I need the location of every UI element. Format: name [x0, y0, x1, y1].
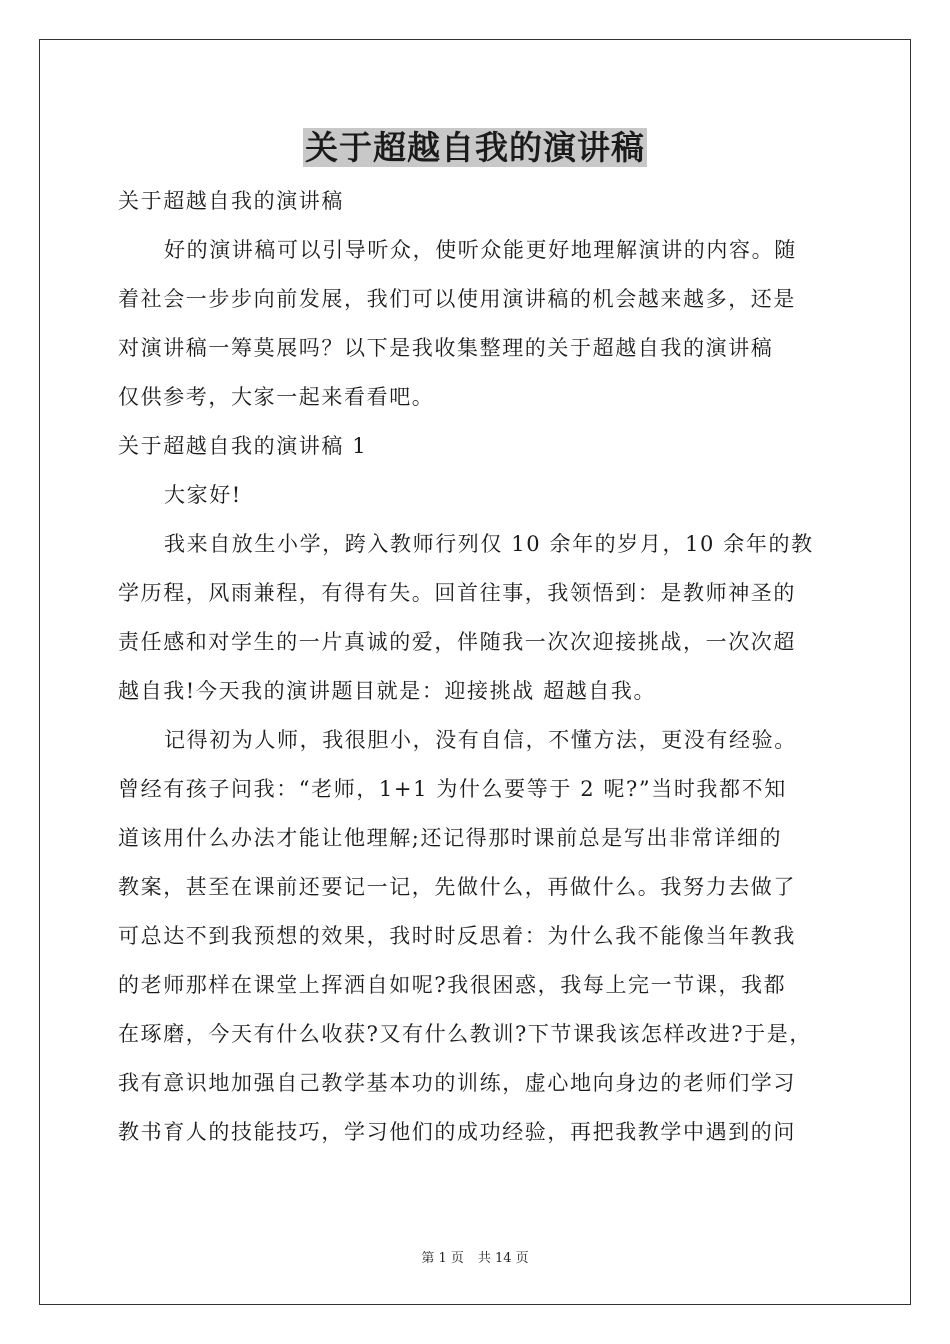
page-number: 第 1 页 — [421, 1251, 464, 1266]
page-footer — [0, 1247, 950, 1266]
text-line: 教案，甚至在课前还要记一记，先做什么，再做什么。我努力去做了 — [118, 875, 796, 899]
text-line: 我有意识地加强自己教学基本功的训练，虚心地向身边的老师们学习 — [118, 1071, 796, 1095]
text-line: 关于超越自我的演讲稿 — [118, 189, 344, 213]
text-line: 在琢磨，今天有什么收获?又有什么教训?下节课我该怎样改进?于是， — [118, 1022, 812, 1046]
text-line: 道该用什么办法才能让他理解;还记得那时课前总是写出非常详细的 — [118, 826, 783, 850]
document-body — [118, 177, 838, 1157]
text-line: 我来自放生小学，跨入教师行列仅 10 余年的岁月，10 余年的教 — [164, 532, 814, 556]
text-line: 大家好! — [164, 483, 242, 507]
text-line: 教书育人的技能技巧，学习他们的成功经验，再把我教学中遇到的问 — [118, 1120, 796, 1144]
text-line: 越自我!今天我的演讲题目就是：迎接挑战 超越自我。 — [118, 679, 657, 703]
text-line: 关于超越自我的演讲稿 1 — [118, 434, 368, 458]
text-line: 可总达不到我预想的效果，我时时反思着：为什么我不能像当年教我 — [118, 924, 796, 948]
document-title-text: 关于超越自我的演讲稿 — [305, 128, 645, 167]
page-total: 共 14 页 — [477, 1251, 529, 1266]
text-line: 记得初为人师，我很胆小，没有自信，不懂方法，更没有经验。 — [164, 728, 797, 752]
text-line: 好的演讲稿可以引导听众，使听众能更好地理解演讲的内容。随 — [164, 238, 797, 262]
text-line: 仅供参考，大家一起来看看吧。 — [118, 385, 435, 409]
document-title — [0, 125, 950, 171]
text-line: 责任感和对学生的一片真诚的爱，伴随我一次次迎接挑战，一次次超 — [118, 630, 796, 654]
text-line: 着社会一步步向前发展，我们可以使用演讲稿的机会越来越多，还是 — [118, 287, 796, 311]
text-line: 学历程，风雨兼程，有得有失。回首往事，我领悟到：是教师神圣的 — [118, 581, 796, 605]
text-line: 曾经有孩子问我：“老师，1+1 为什么要等于 2 呢?”当时我都不知 — [118, 777, 787, 801]
text-line: 对演讲稿一筹莫展吗？以下是我收集整理的关于超越自我的演讲稿 — [118, 336, 774, 360]
text-line: 的老师那样在课堂上挥洒自如呢?我很困惑，我每上完一节课，我都 — [118, 973, 787, 997]
